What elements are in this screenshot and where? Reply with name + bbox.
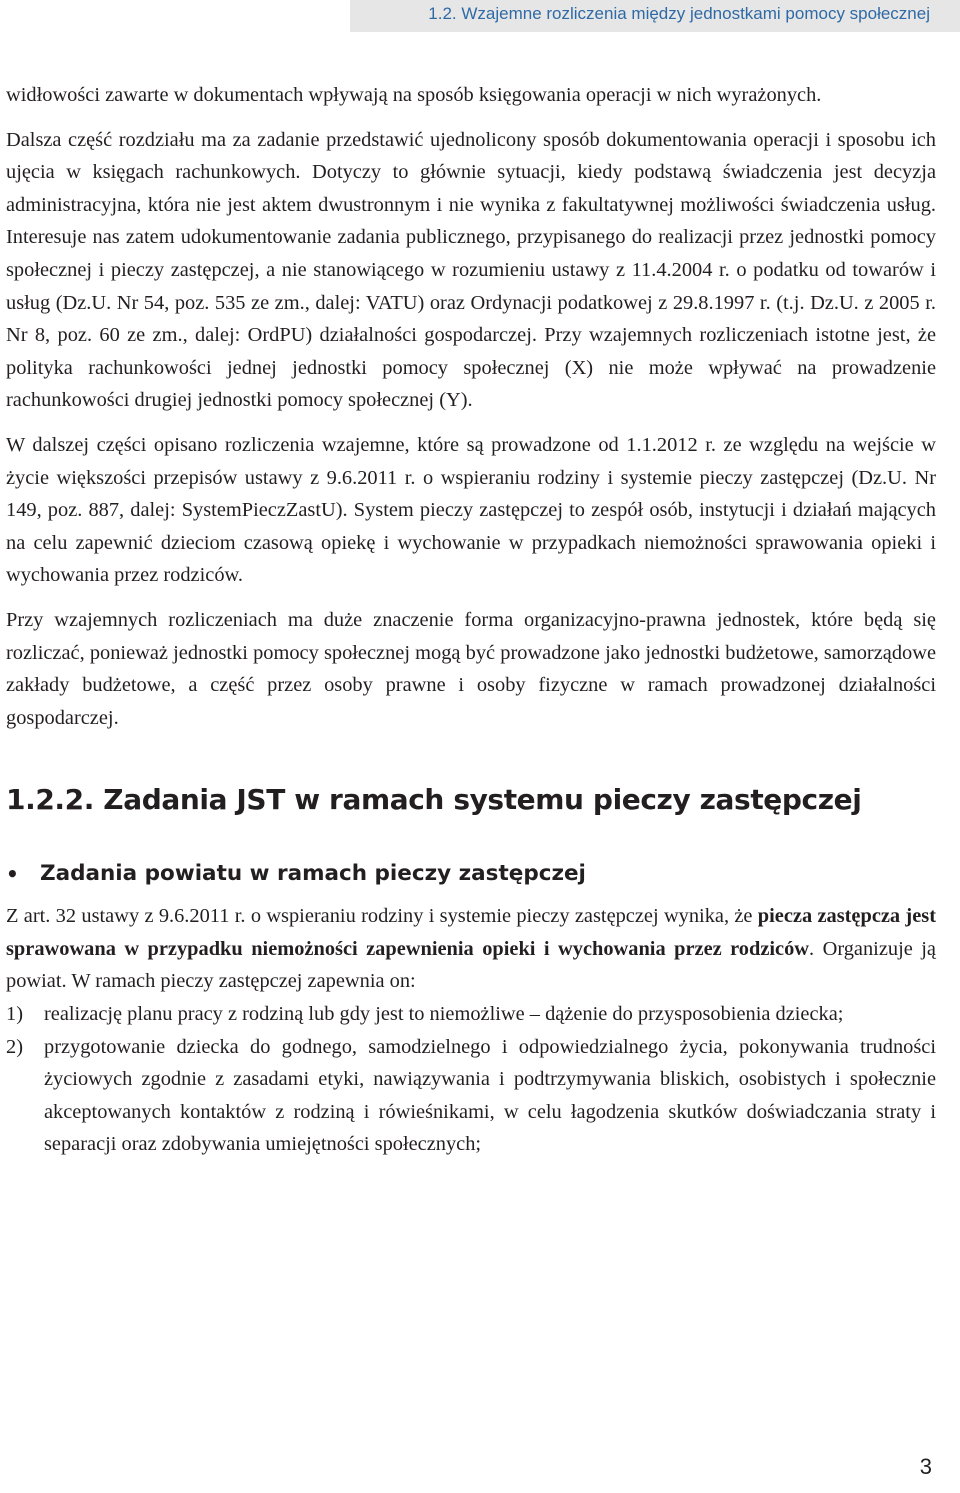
- intro-text-end: . Organizuje ją powiat. W ramach pieczy zastępczej zapewnia on:: [6, 937, 936, 993]
- page-number: 3: [919, 1454, 932, 1479]
- paragraph: widłowości zawarte w dokumentach wpływają na sposób księgowania operacji w nich wyrażonych.: [6, 84, 822, 106]
- paragraph: W dalszej części opisano rozliczenia wzajemne, które są prowadzone od 1.1.2012 r. ze względu na wejście w życie większości przepisów ustawy z 9.6.2011 r. o wspieraniu rodziny i systemie pieczy zastępczej (Dz.U. Nr 149, poz. 887, dalej: SystemPieczZastU). System pieczy zastępczej to zespół osób, instytucji i działań mających na celu zapewnić dzieciom czasową opiekę i wychowanie w przypadkach niemożności sprawowania opieki i wychowania przez rodziców.: [6, 433, 936, 587]
- list-item: [6, 1031, 936, 1161]
- list-item-text: przygotowanie dziecka do godnego, samodzielnego i odpowiedzialnego życia, pokonywania trudności życiowych zgodnie z zasadami etyki, nawiązywania i podtrzymywania bliskich, osobistych i społecznie akceptowanych kontaktów z rodziną i rówieśnikami, w celu łagodzenia skutków doświadczania straty i separacji oraz zdobywania umiejętności społecznych;: [44, 1035, 936, 1156]
- bullet-icon: •: [6, 862, 19, 887]
- list-item-number: 2): [6, 1035, 23, 1058]
- intro-bold-text: piecza zastępcza jest sprawowana w przypadku niemożności zapewnienia opieki i wychowania przez rodziców: [6, 905, 936, 960]
- intro-paragraph: [6, 900, 936, 998]
- bullet-heading-text: Zadania powiatu w ramach pieczy zastępczej: [40, 861, 586, 887]
- list-item-number: 1): [6, 1003, 23, 1026]
- running-header: [350, 0, 960, 32]
- list-item: [6, 998, 936, 1031]
- paragraph: Przy wzajemnych rozliczeniach ma duże znaczenie forma organizacyjno-prawna jednostek, które będą się rozliczać, ponieważ jednostki pomocy społecznej mogą być prowadzone jako jednostki budżetowe, samorządowe zakłady budżetowe, a część przez osoby prawne i osoby fizyczne w ramach prowadzonej działalności gospodarczej.: [6, 608, 936, 729]
- paragraph: Dalsza część rozdziału ma za zadanie przedstawić ujednolicony sposób dokumentowania operacji i sposobu ich ujęcia w księgach rachunkowych. Dotyczy to głównie sytuacji, kiedy podstawą świadczenia jest decyzja administracyjna, która nie jest aktem dwustronnym i nie wynika z fakultatywnej możliwości świadczenia usług. Interesuje nas zatem udokumentowanie zadania publicznego, przypisanego do realizacji przez jednostki pomocy społecznej i pieczy zastępczej, a nie stanowiącego w rozumieniu ustawy z 11.4.2004 r. o podatku od towarów i usług (Dz.U. Nr 54, poz. 535 ze zm., dalej: VATU) oraz Ordynacji podatkowej z 29.8.1997 r. (t.j. Dz.U. z 2005 r. Nr 8, poz. 60 ze zm., dalej: OrdPU) działalności gospodarczej. Przy wzajemnych rozliczeniach istotne jest, że polityka rachunkowości jednej jednostki pomocy społecznej (X) nie może wpływać na prowadzenie rachunkowości drugiej jednostki pomocy społecznej (Y).: [6, 128, 936, 412]
- numbered-list: [6, 998, 936, 1161]
- intro-text: Z art. 32 ustawy z 9.6.2011 r. o wspieraniu rodziny i systemie pieczy zastępczej wynika, że: [6, 905, 758, 928]
- list-item-text: realizację planu pracy z rodziną lub gdy jest to niemożliwe – dążenie do przysposobienia dziecka;: [44, 1003, 844, 1026]
- running-header-title: 1.2. Wzajemne rozliczenia między jednostkami pomocy społecznej: [428, 4, 930, 23]
- bullet-heading: [6, 858, 936, 890]
- section-heading: 1.2.2. Zadania JST w ramach systemu pieczy zastępczej: [6, 783, 862, 817]
- page-body: [6, 79, 936, 1161]
